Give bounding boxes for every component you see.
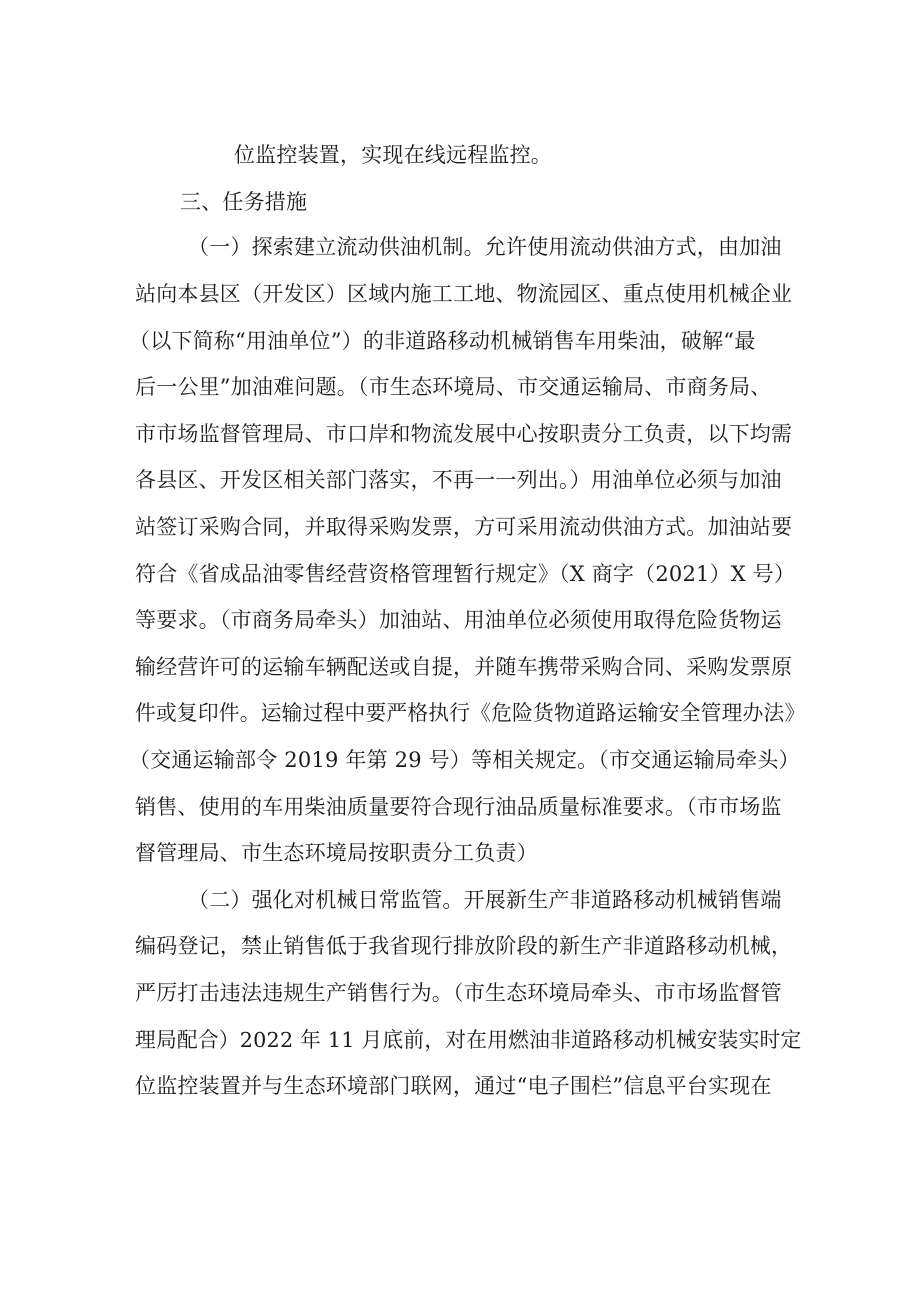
body-line: 销售、使用的车用柴油质量要符合现行油品质量标准要求。（市市场监 [135,795,782,819]
body-line: 站向本县区（开发区）区域内施工工地、物流园区、重点使用机械企业 [135,282,793,306]
body-line: 各县区、开发区相关部门落实，不再一一列出。）用油单位必须与加油 [135,468,782,492]
body-line: 符合《省成品油零售经营资格管理暂行规定》（X 商字（2021）X 号） [135,562,796,586]
body-line: 等要求。（市商务局牵头）加油站、用油单位必须使用取得危险货物运 [135,608,782,632]
body-line: 输经营许可的运输车辆配送或自提，并随车携带采购合同、采购发票原 [135,655,793,679]
body-line: （以下简称“用油单位”）的非道路移动机械销售车用柴油，破解“最 [129,329,756,353]
body-line: 站签订采购合同，并取得采购发票，方可采用流动供油方式。加油站要 [135,515,793,539]
paragraph-first-line: （二）强化对机械日常监管。开展新生产非道路移动机械销售端 [188,888,782,912]
body-line: 严厉打击违法违规生产销售行为。（市生态环境局牵头、市市场监督管 [135,981,782,1005]
body-line: 后一公里”加油难问题。（市生态环境局、市交通运输局、市商务局、 [135,375,772,399]
body-line: （交通运输部令 2019 年第 29 号）等相关规定。（市交通运输局牵头） [129,748,800,772]
body-line: 市市场监督管理局、市口岸和物流发展中心按职责分工负责，以下均需 [135,422,793,446]
body-line: 理局配合）2022 年 11 月底前，对在用燃油非道路移动机械安装实时定 [135,1028,802,1052]
body-line: 位监控装置，实现在线远程监控。 [234,143,552,167]
body-line: 位监控装置并与生态环境部门联网，通过“电子围栏”信息平台实现在 [135,1074,772,1098]
body-line: 督管理局、市生态环境局按职责分工负责） [135,841,538,865]
paragraph-first-line: （一）探索建立流动供油机制。允许使用流动供油方式，由加油 [188,235,782,259]
body-line: 编码登记，禁止销售低于我省现行排放阶段的新生产非道路移动机械， [135,934,793,958]
section-heading: 三、任务措施 [180,190,308,214]
body-line: 件或复印件。运输过程中要严格执行《危险货物道路运输安全管理办法》 [135,701,806,725]
